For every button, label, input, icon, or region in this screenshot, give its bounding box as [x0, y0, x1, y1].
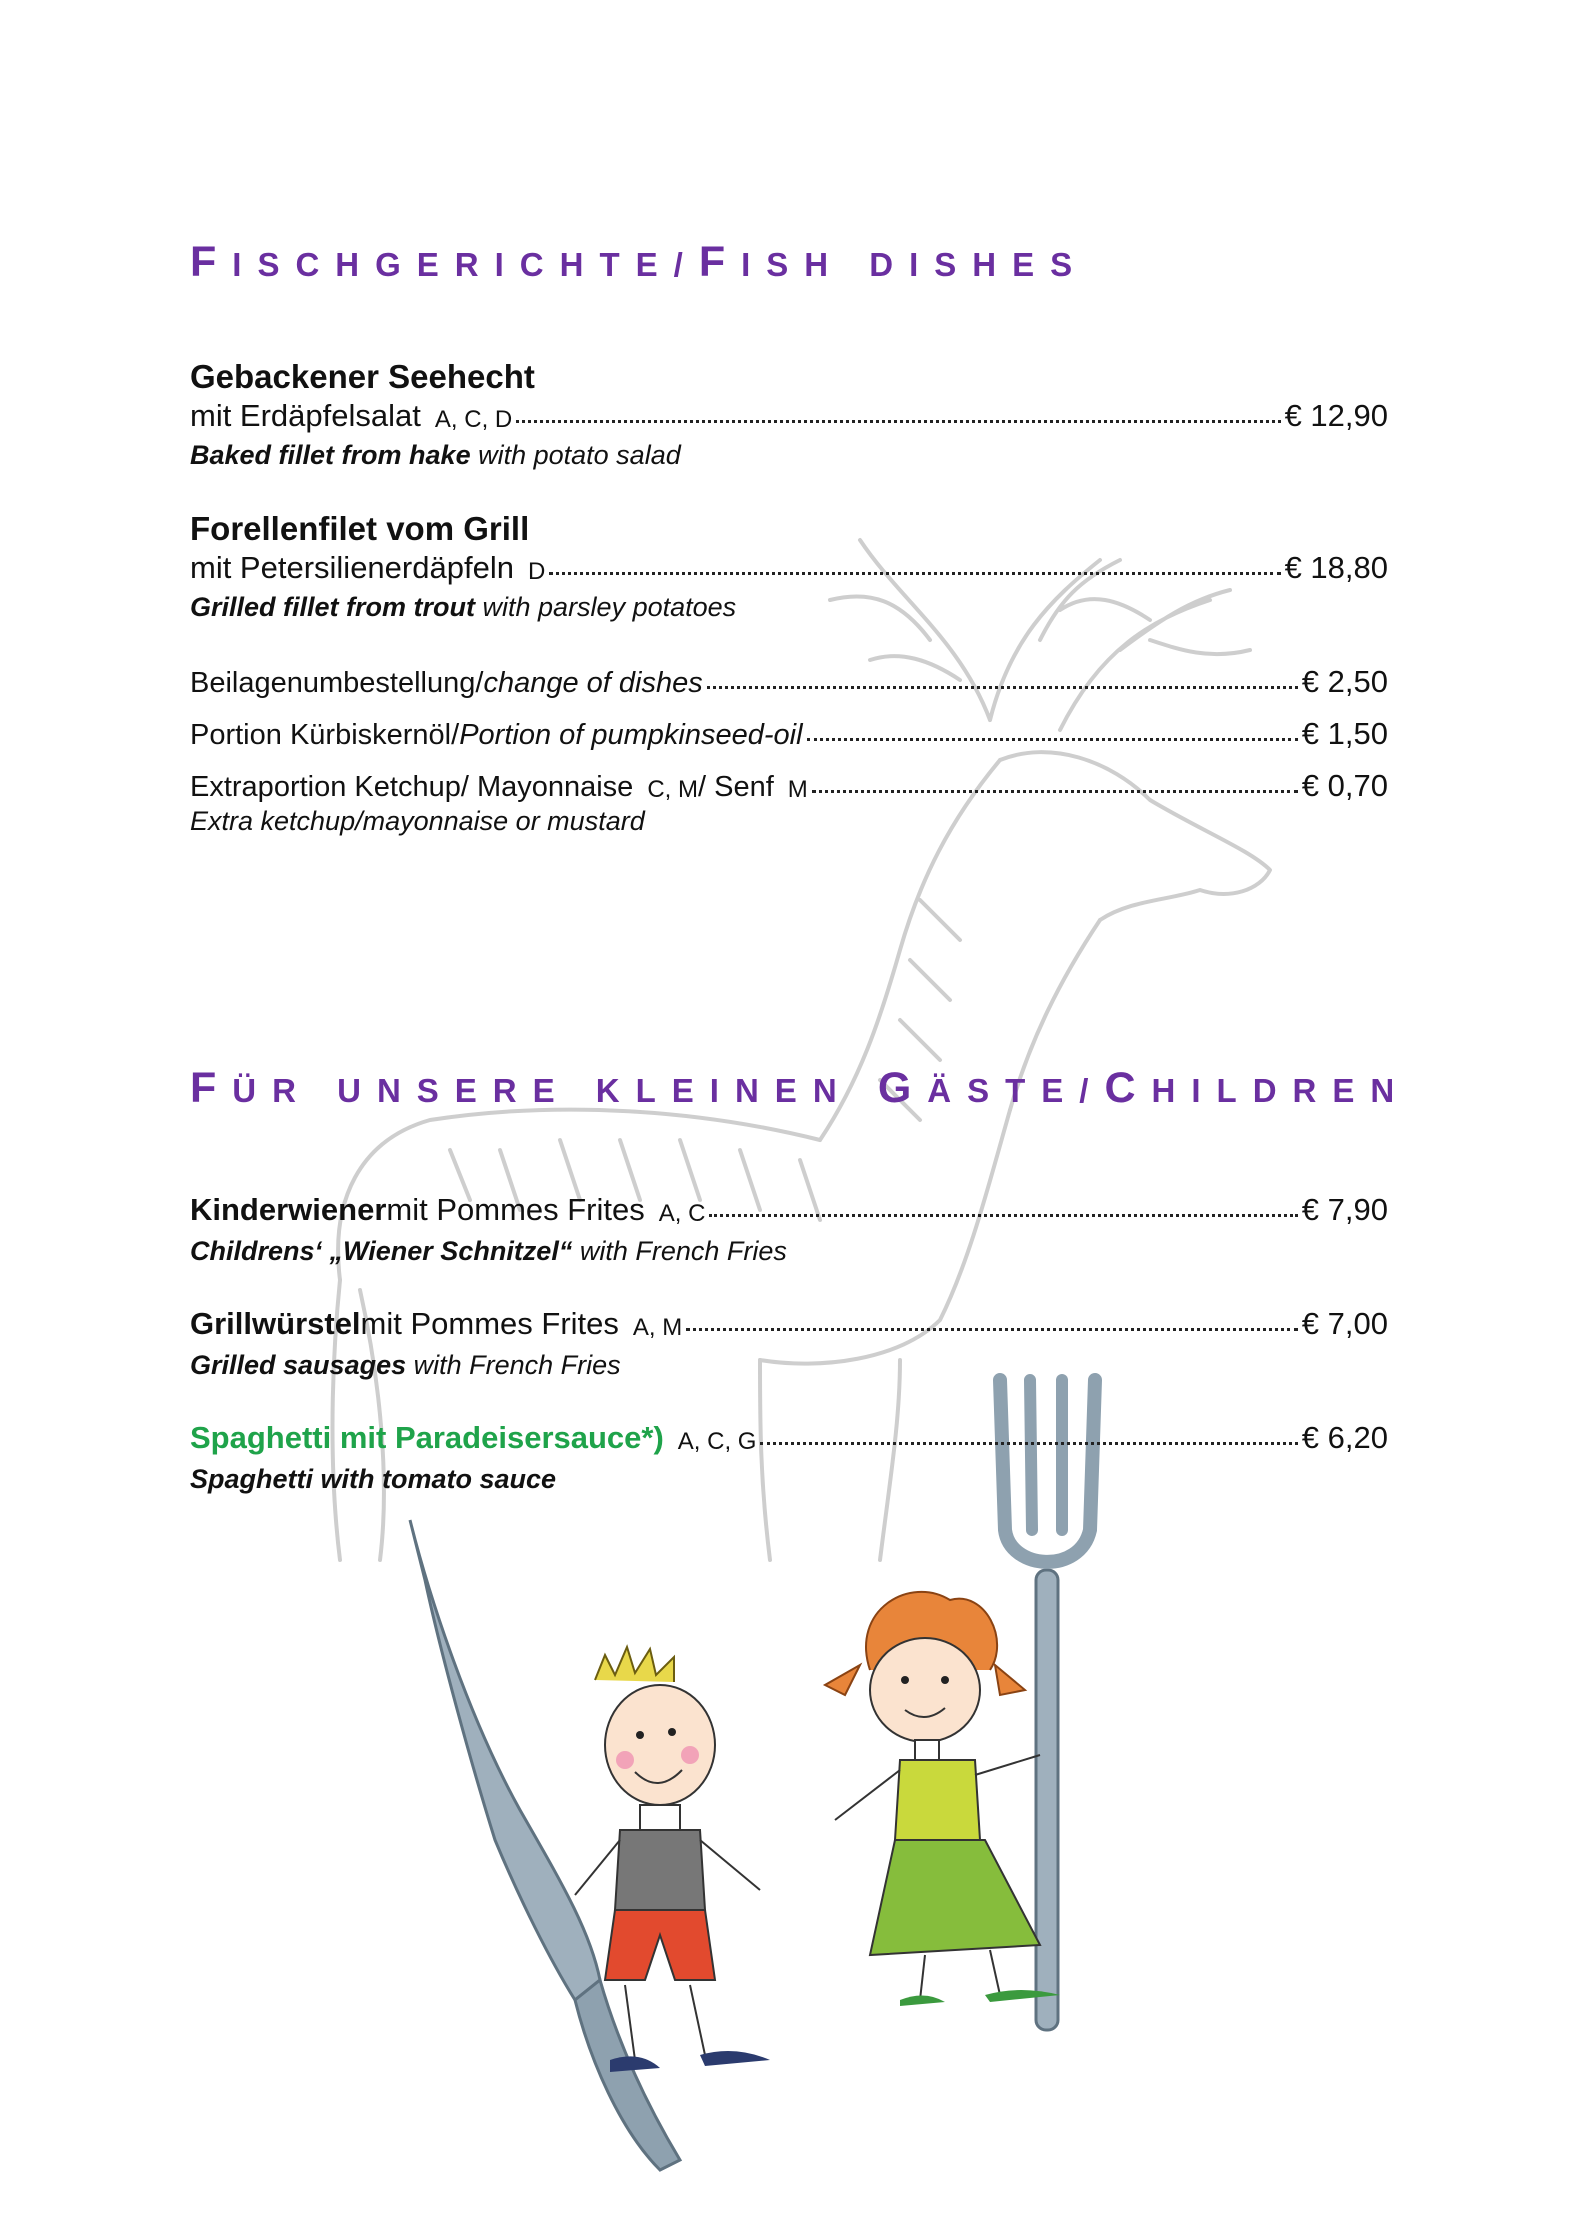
dish-desc: mit Pommes Frites: [386, 1192, 645, 1227]
dish-line: [190, 550, 1388, 586]
heading-initial: C: [1104, 1064, 1152, 1112]
dot-leader: [549, 571, 1280, 575]
extra-translation: Extra ketchup/mayonnaise or mustard: [190, 806, 645, 836]
extra-main: Portion Kürbiskernöl/: [190, 719, 460, 751]
allergen-codes: C, M: [647, 776, 698, 803]
price: € 12,90: [1284, 398, 1388, 433]
translation-bold: Baked fillet from hake: [190, 440, 471, 470]
dish-translation: [190, 1236, 787, 1267]
price: € 18,80: [1284, 550, 1388, 585]
allergen-codes: A, M: [632, 1314, 683, 1341]
allergen-codes: D: [527, 558, 546, 585]
dish-desc: mit Petersilienerdäpfeln: [190, 550, 514, 585]
dot-leader: [807, 737, 1298, 741]
heading-text: ÜR UNSERE KLEINEN: [232, 1072, 878, 1109]
translation-bold: Childrens‘ „Wiener Schnitzel“: [190, 1236, 573, 1266]
dot-leader: [686, 1327, 1298, 1331]
dot-leader: [812, 789, 1298, 793]
dish-desc: mit Erdäpfelsalat: [190, 398, 421, 433]
heading-text: ÄSTE/: [927, 1072, 1105, 1109]
extra-italic: Portion of pumpkinseed-oil: [459, 719, 803, 751]
dish-line: [190, 1192, 1388, 1228]
heading-initial: F: [190, 1064, 233, 1112]
dish-line: [190, 1306, 1388, 1342]
heading-initial: G: [877, 1064, 928, 1112]
dish-translation: [190, 1464, 556, 1495]
heading-text: ISCHGERICHTE/: [232, 246, 699, 283]
translation-bold: Spaghetti with tomato sauce: [190, 1464, 557, 1494]
dot-leader: [516, 419, 1280, 423]
fish-section-heading: [190, 238, 1088, 287]
price: € 6,20: [1301, 1420, 1388, 1455]
allergen-codes: A, C, G: [677, 1428, 757, 1455]
extra-mid: / Senf: [697, 771, 774, 803]
allergen-codes: A, C, D: [434, 406, 513, 433]
extra-line: [190, 768, 1388, 804]
dish-title: Gebackener Seehecht: [190, 358, 535, 395]
heading-initial: F: [190, 238, 233, 286]
heading-initial: F: [698, 238, 742, 286]
dish-translation: [190, 1350, 621, 1381]
dish-desc: mit Pommes Frites: [360, 1306, 619, 1341]
allergen-codes: M: [787, 776, 808, 803]
translation-rest: with French Fries: [572, 1236, 787, 1266]
translation-rest: with French Fries: [406, 1350, 621, 1380]
allergen-codes: A, C: [658, 1200, 706, 1227]
translation-rest: with potato salad: [470, 440, 681, 470]
extra-italic: change of dishes: [483, 667, 703, 699]
dish-name: Grillwürstel: [190, 1306, 361, 1341]
dot-leader: [709, 1213, 1297, 1217]
translation-bold: Grilled fillet from trout: [190, 592, 476, 622]
translation-rest: with parsley potatoes: [475, 592, 737, 622]
price: € 0,70: [1301, 768, 1388, 803]
dish-title: Forellenfilet vom Grill: [190, 510, 530, 547]
heading-text: ISH DISHES: [741, 246, 1089, 283]
translation-bold: Grilled sausages: [190, 1350, 407, 1380]
dish-name: Kinderwiener: [190, 1192, 387, 1227]
extra-main: Beilagenumbestellung/: [190, 667, 484, 699]
extra-line: [190, 664, 1388, 700]
girl-illustration: [825, 1592, 1060, 2006]
price: € 7,90: [1301, 1192, 1388, 1227]
dot-leader: [707, 685, 1298, 689]
extra-main: Extraportion Ketchup/ Mayonnaise: [190, 771, 634, 803]
price: € 7,00: [1301, 1306, 1388, 1341]
extra-line: [190, 716, 1388, 752]
children-section-heading: [190, 1064, 1410, 1113]
price: € 2,50: [1301, 664, 1388, 699]
dish-name-highlight: Spaghetti mit Paradeisersauce*): [190, 1420, 664, 1455]
dot-leader: [760, 1441, 1297, 1445]
price: € 1,50: [1301, 716, 1388, 751]
dish-line: [190, 398, 1388, 434]
dish-line: [190, 1420, 1388, 1456]
dish-translation: [190, 592, 736, 623]
heading-text: HILDREN: [1151, 1072, 1411, 1109]
dish-translation: [190, 440, 681, 471]
